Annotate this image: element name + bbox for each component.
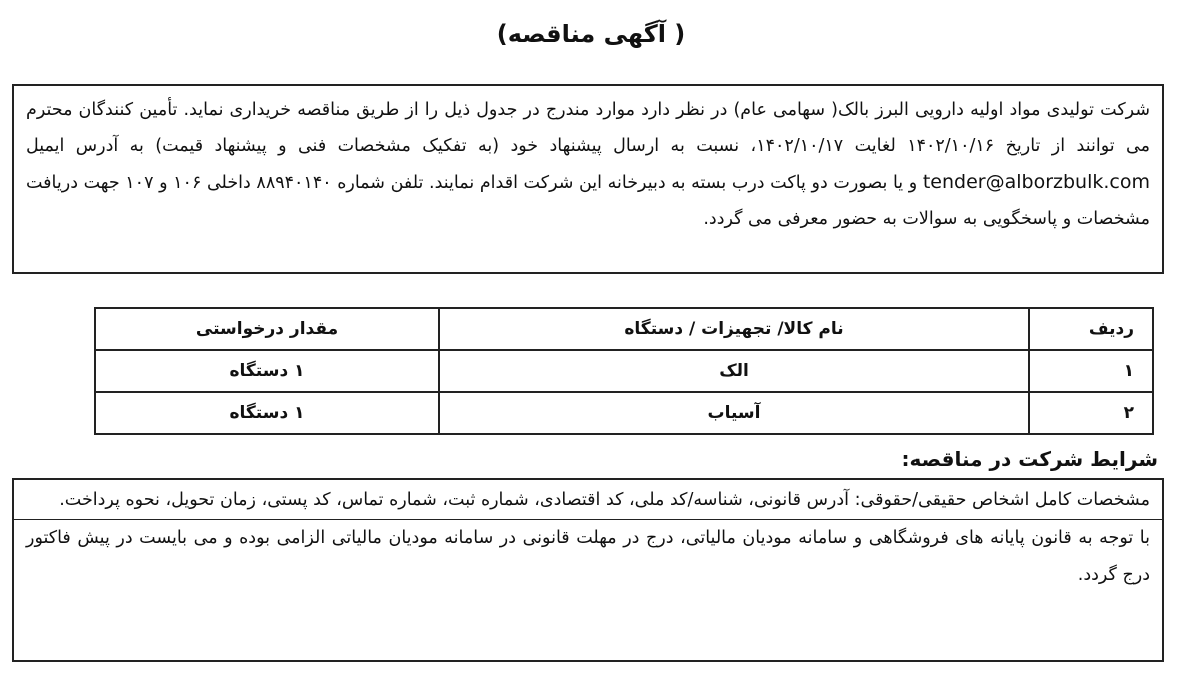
header-row-number: ردیف (1029, 308, 1153, 350)
conditions-box (12, 478, 1164, 662)
conditions-title: شرایط شرکت در مناقصه: (901, 447, 1158, 471)
row-number: ۱ (1029, 350, 1153, 392)
header-item-name: نام کالا/ تجهیزات / دستگاه (439, 308, 1029, 350)
header-quantity: مقدار درخواستی (95, 308, 439, 350)
notice-text-part2: و یا بصورت دو پاکت درب بسته به دبیرخانه این شرکت اقدام نمایند. تلفن شماره ۸۸۹۴۰۱۴۰ داخلی ۱۰۶ و ۱۰۷ جهت دریافت مشخصات و پاسخگویی به سوالات به حضور معرفی می گردد. (26, 173, 1150, 229)
item-quantity: ۱ دستگاه (95, 350, 439, 392)
notice-paragraph (26, 92, 1150, 237)
conditions-paragraph-1: مشخصات کامل اشخاص حقیقی/حقوقی: آدرس قانونی، شناسه/کد ملی، کد اقتصادی، شماره ثبت، شماره تماس، کد پستی، زمان تحویل، نحوه پرداخت. (59, 490, 1150, 510)
email-address: tender@alborzbulk.com (922, 171, 1150, 193)
row-number: ۲ (1029, 392, 1153, 434)
table-row (95, 392, 1153, 434)
item-quantity: ۱ دستگاه (95, 392, 439, 434)
item-name: الک (439, 350, 1029, 392)
notice-text-part1: شرکت تولیدی مواد اولیه دارویی البرز بالک( سهامی عام) در نظر دارد موارد مندرج در جدول ذیل را از طریق مناقصه خریداری نماید. تأمین کنندگان محترم می توانند از تاریخ ۱۴۰۲/۱۰/۱۶ لغایت ۱۴۰۲/۱۰/۱۷، نسبت به ارسال پیشنهاد خود (به تفکیک مشخصات فنی و پیشنهاد قیمت) به آدرس ایمیل (26, 100, 1150, 156)
conditions-paragraph-2: با توجه به قانون پایانه های فروشگاهی و سامانه مودیان مالیاتی، درج در مهلت قانونی در سامانه مودیان مالیاتی الزامی بوده و می بایست در پیش فاکتور درج گردد. (26, 528, 1150, 585)
items-table (94, 307, 1154, 435)
page-title: ( آگهی مناقصه) (496, 20, 686, 48)
notice-box (12, 84, 1164, 274)
table-header-row (95, 308, 1153, 350)
table-row (95, 350, 1153, 392)
item-name: آسیاب (439, 392, 1029, 434)
